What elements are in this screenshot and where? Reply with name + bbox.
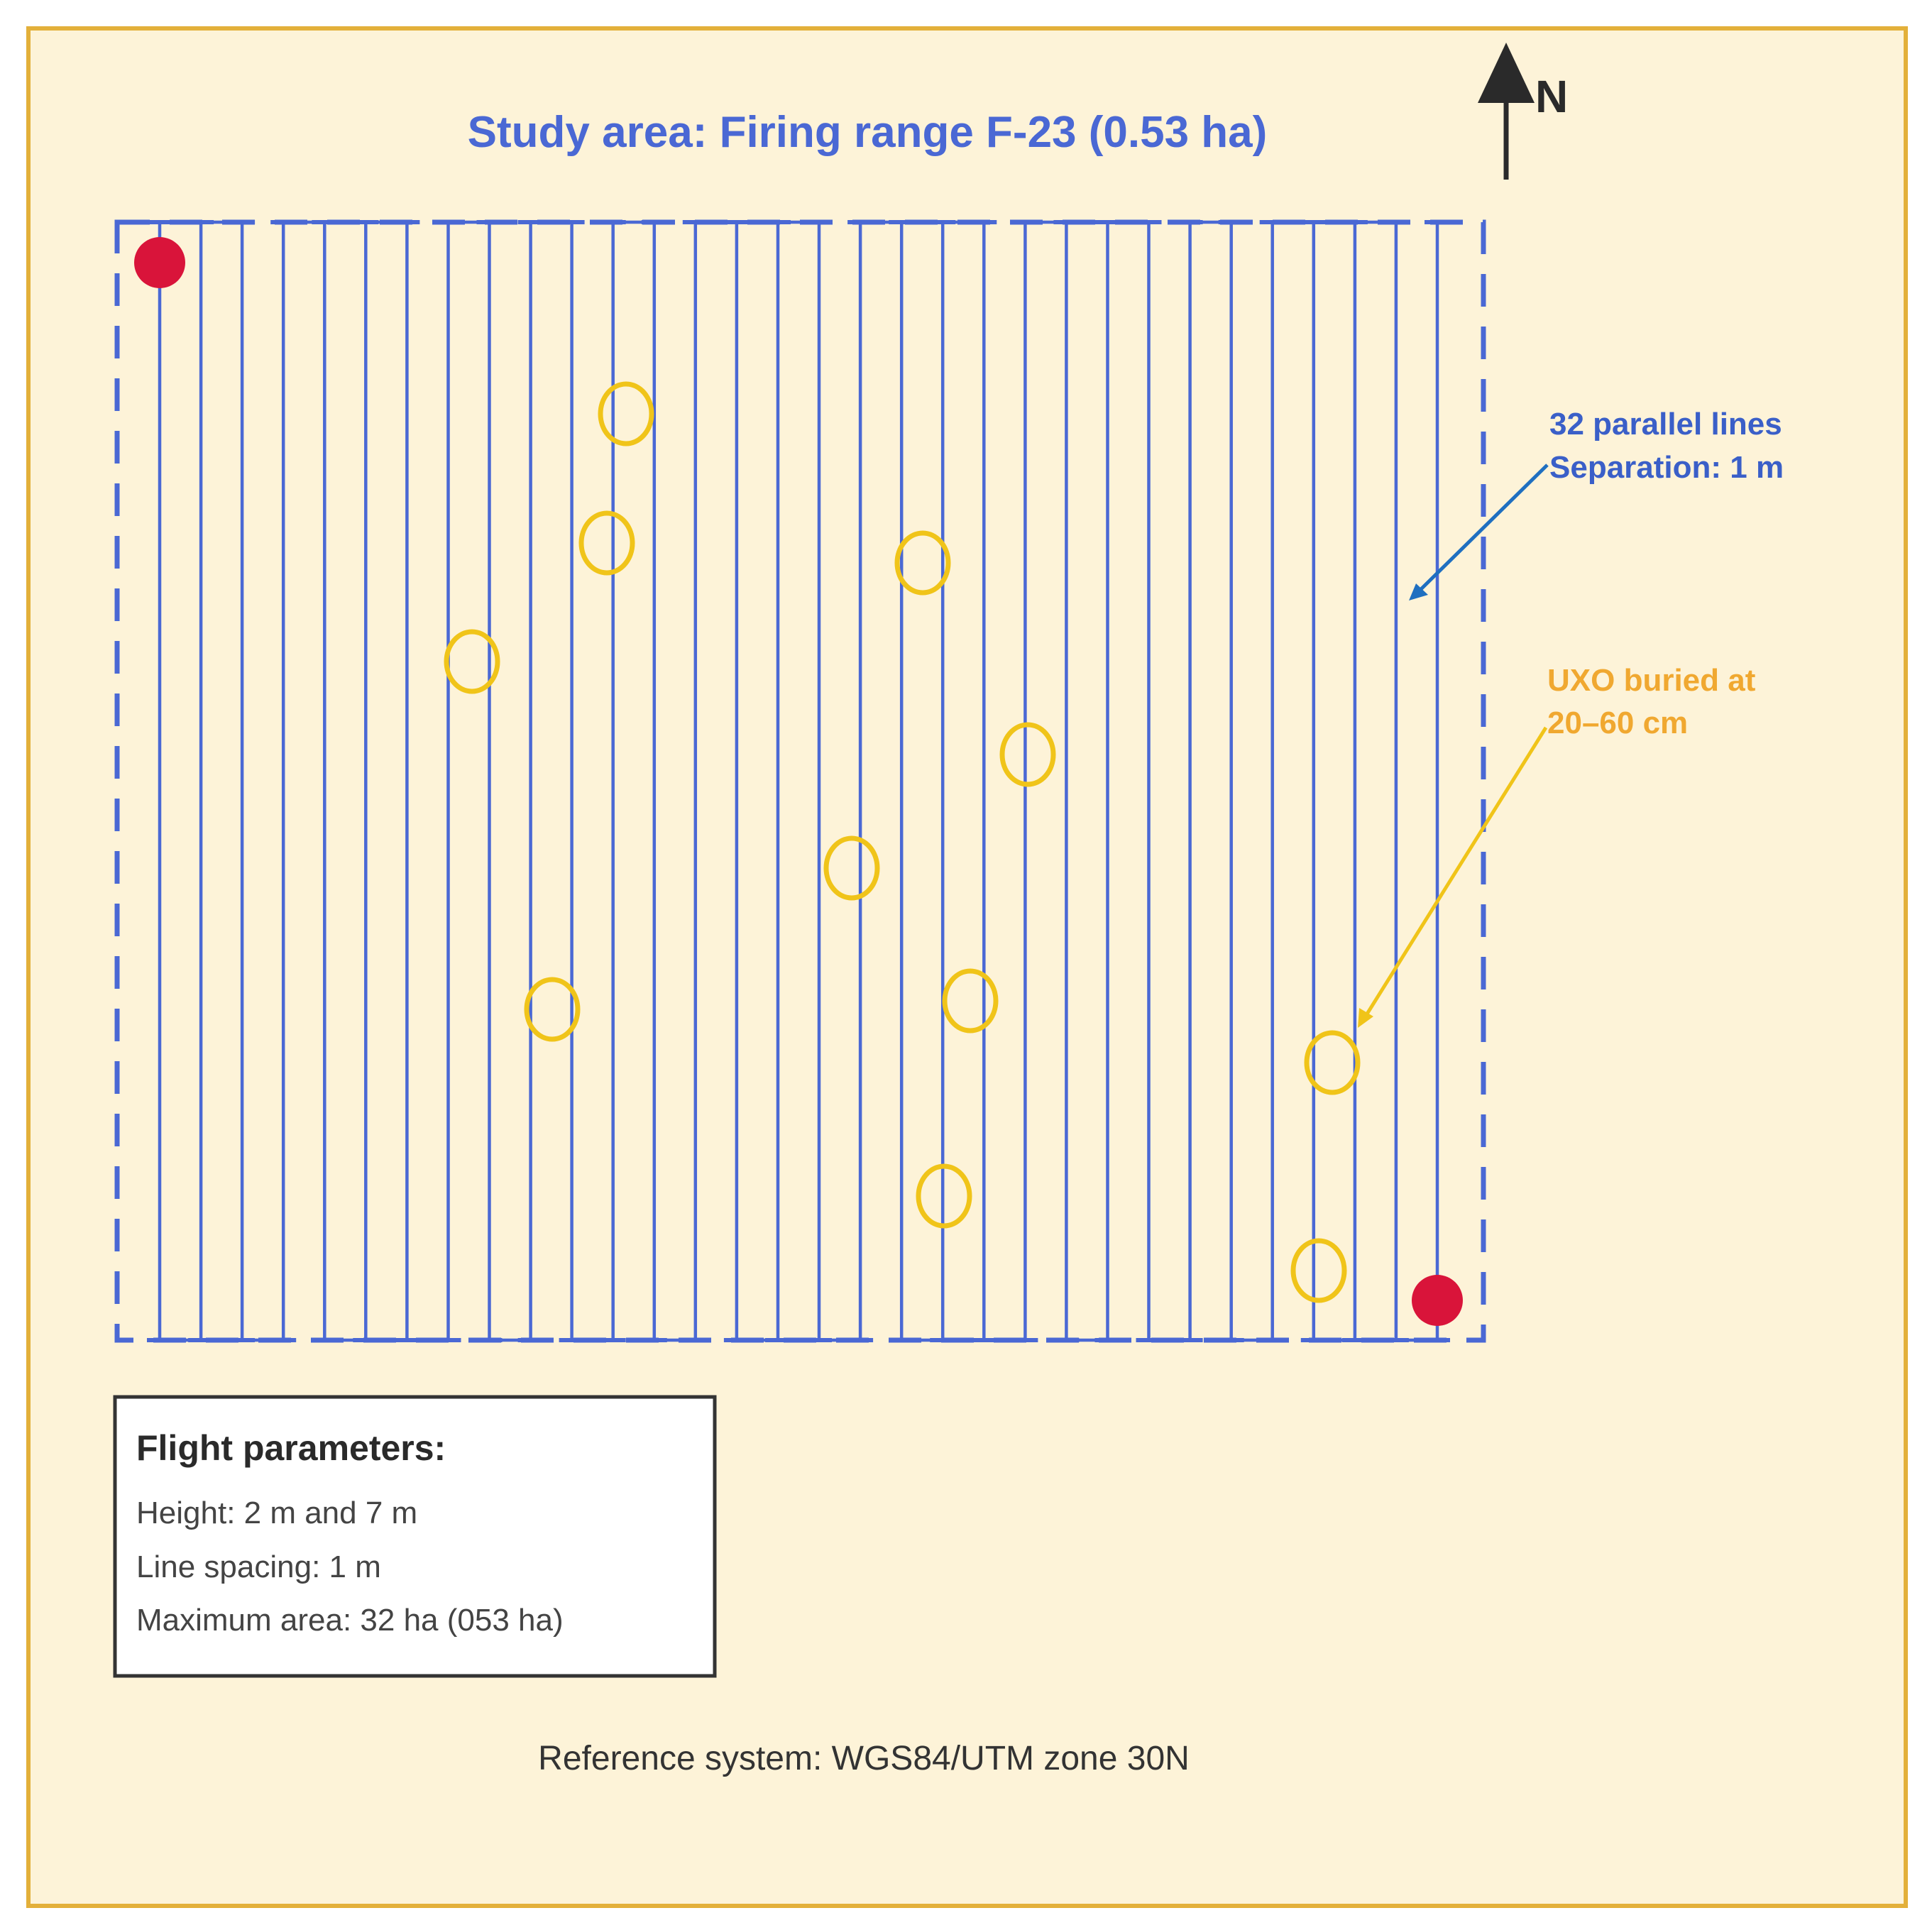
diagram-title: Study area: Firing range F-23 (0.53 ha) [467,108,1268,157]
uxo-callout-label: UXO buried at [1547,663,1756,698]
lines-callout-count: 32 parallel lines [1549,407,1782,442]
flight-parameters-spacing: Line spacing: 1 m [136,1550,381,1584]
flight-parameters-height: Height: 2 m and 7 m [136,1496,418,1530]
flight-parameters-title: Flight parameters: [136,1428,446,1468]
flight-parameters-box [115,1397,715,1676]
flight-parameters-area: Maximum area: 32 ha (053 ha) [136,1603,564,1638]
start-waypoint [134,237,185,288]
end-waypoint [1412,1275,1463,1326]
uxo-callout-depth: 20–60 cm [1547,706,1689,740]
lines-callout-separation: Separation: 1 m [1549,450,1784,485]
reference-system: Reference system: WGS84/UTM zone 30N [538,1740,1190,1777]
north-label: N [1535,71,1569,122]
